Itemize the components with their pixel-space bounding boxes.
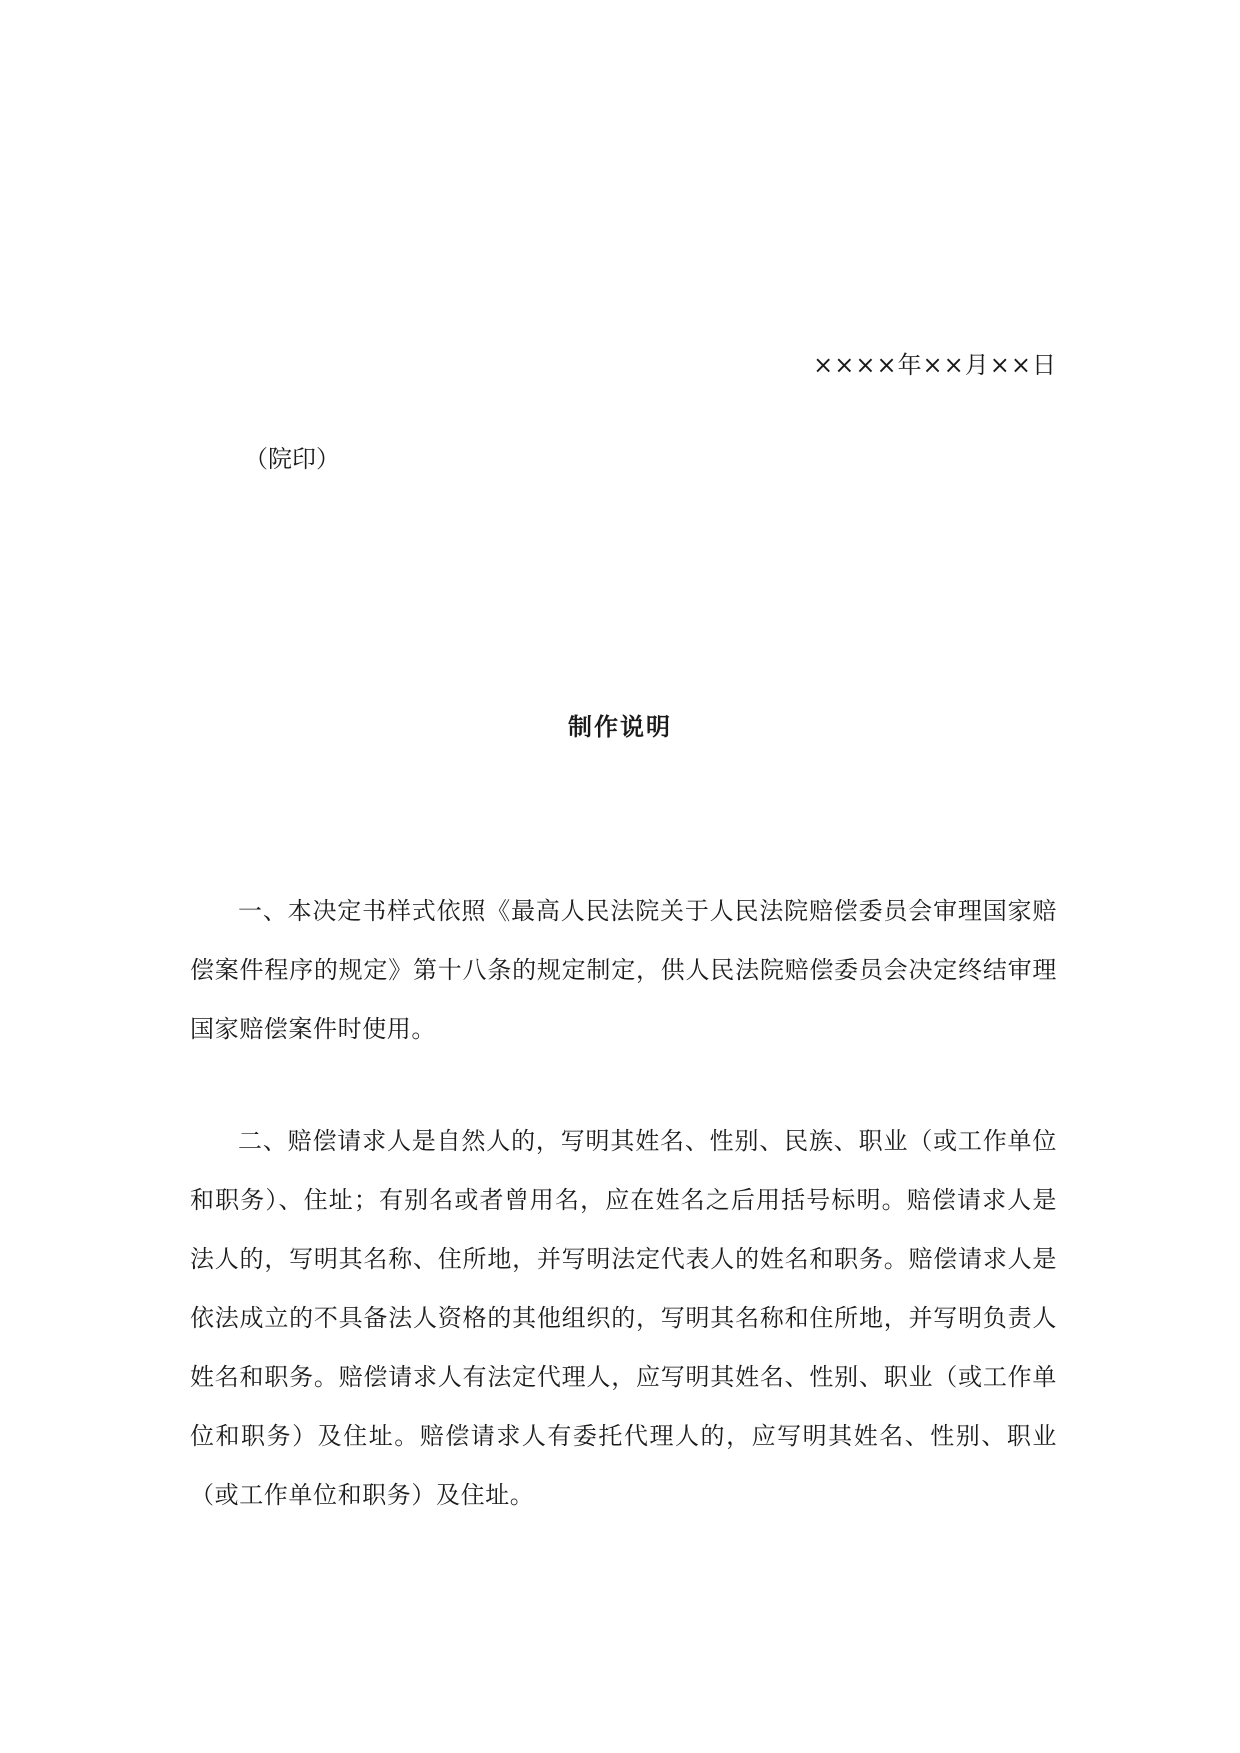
instruction-paragraph-2: 二、赔偿请求人是自然人的，写明其姓名、性别、民族、职业（或工作单位和职务）、住址；有别名或者曾用名，应在姓名之后用括号标明。赔偿请求人是法人的，写明其名称、住所地，并写明法定代表人的姓名和职务。赔偿请求人是依法成立的不具备法人资格的其他组织的，写明其名称和住所地，并写明负责人姓名和职务。赔偿请求人有法定代理人，应写明其姓名、性别、职业（或工作单位和职务）及住址。赔偿请求人有委托代理人的，应写明其姓名、性别、职业（或工作单位和职务）及住址。 — [190, 1127, 1057, 1509]
instruction-paragraph-1: 一、本决定书样式依照《最高人民法院关于人民法院赔偿委员会审理国家赔偿案件程序的规定》第十八条的规定制定，供人民法院赔偿委员会决定终结审理国家赔偿案件时使用。 — [190, 897, 1057, 1043]
decision-date: ××××年××月××日 — [813, 351, 1057, 379]
court-seal-note: （院印） — [244, 445, 340, 473]
section-title: 制作说明 — [568, 712, 672, 741]
